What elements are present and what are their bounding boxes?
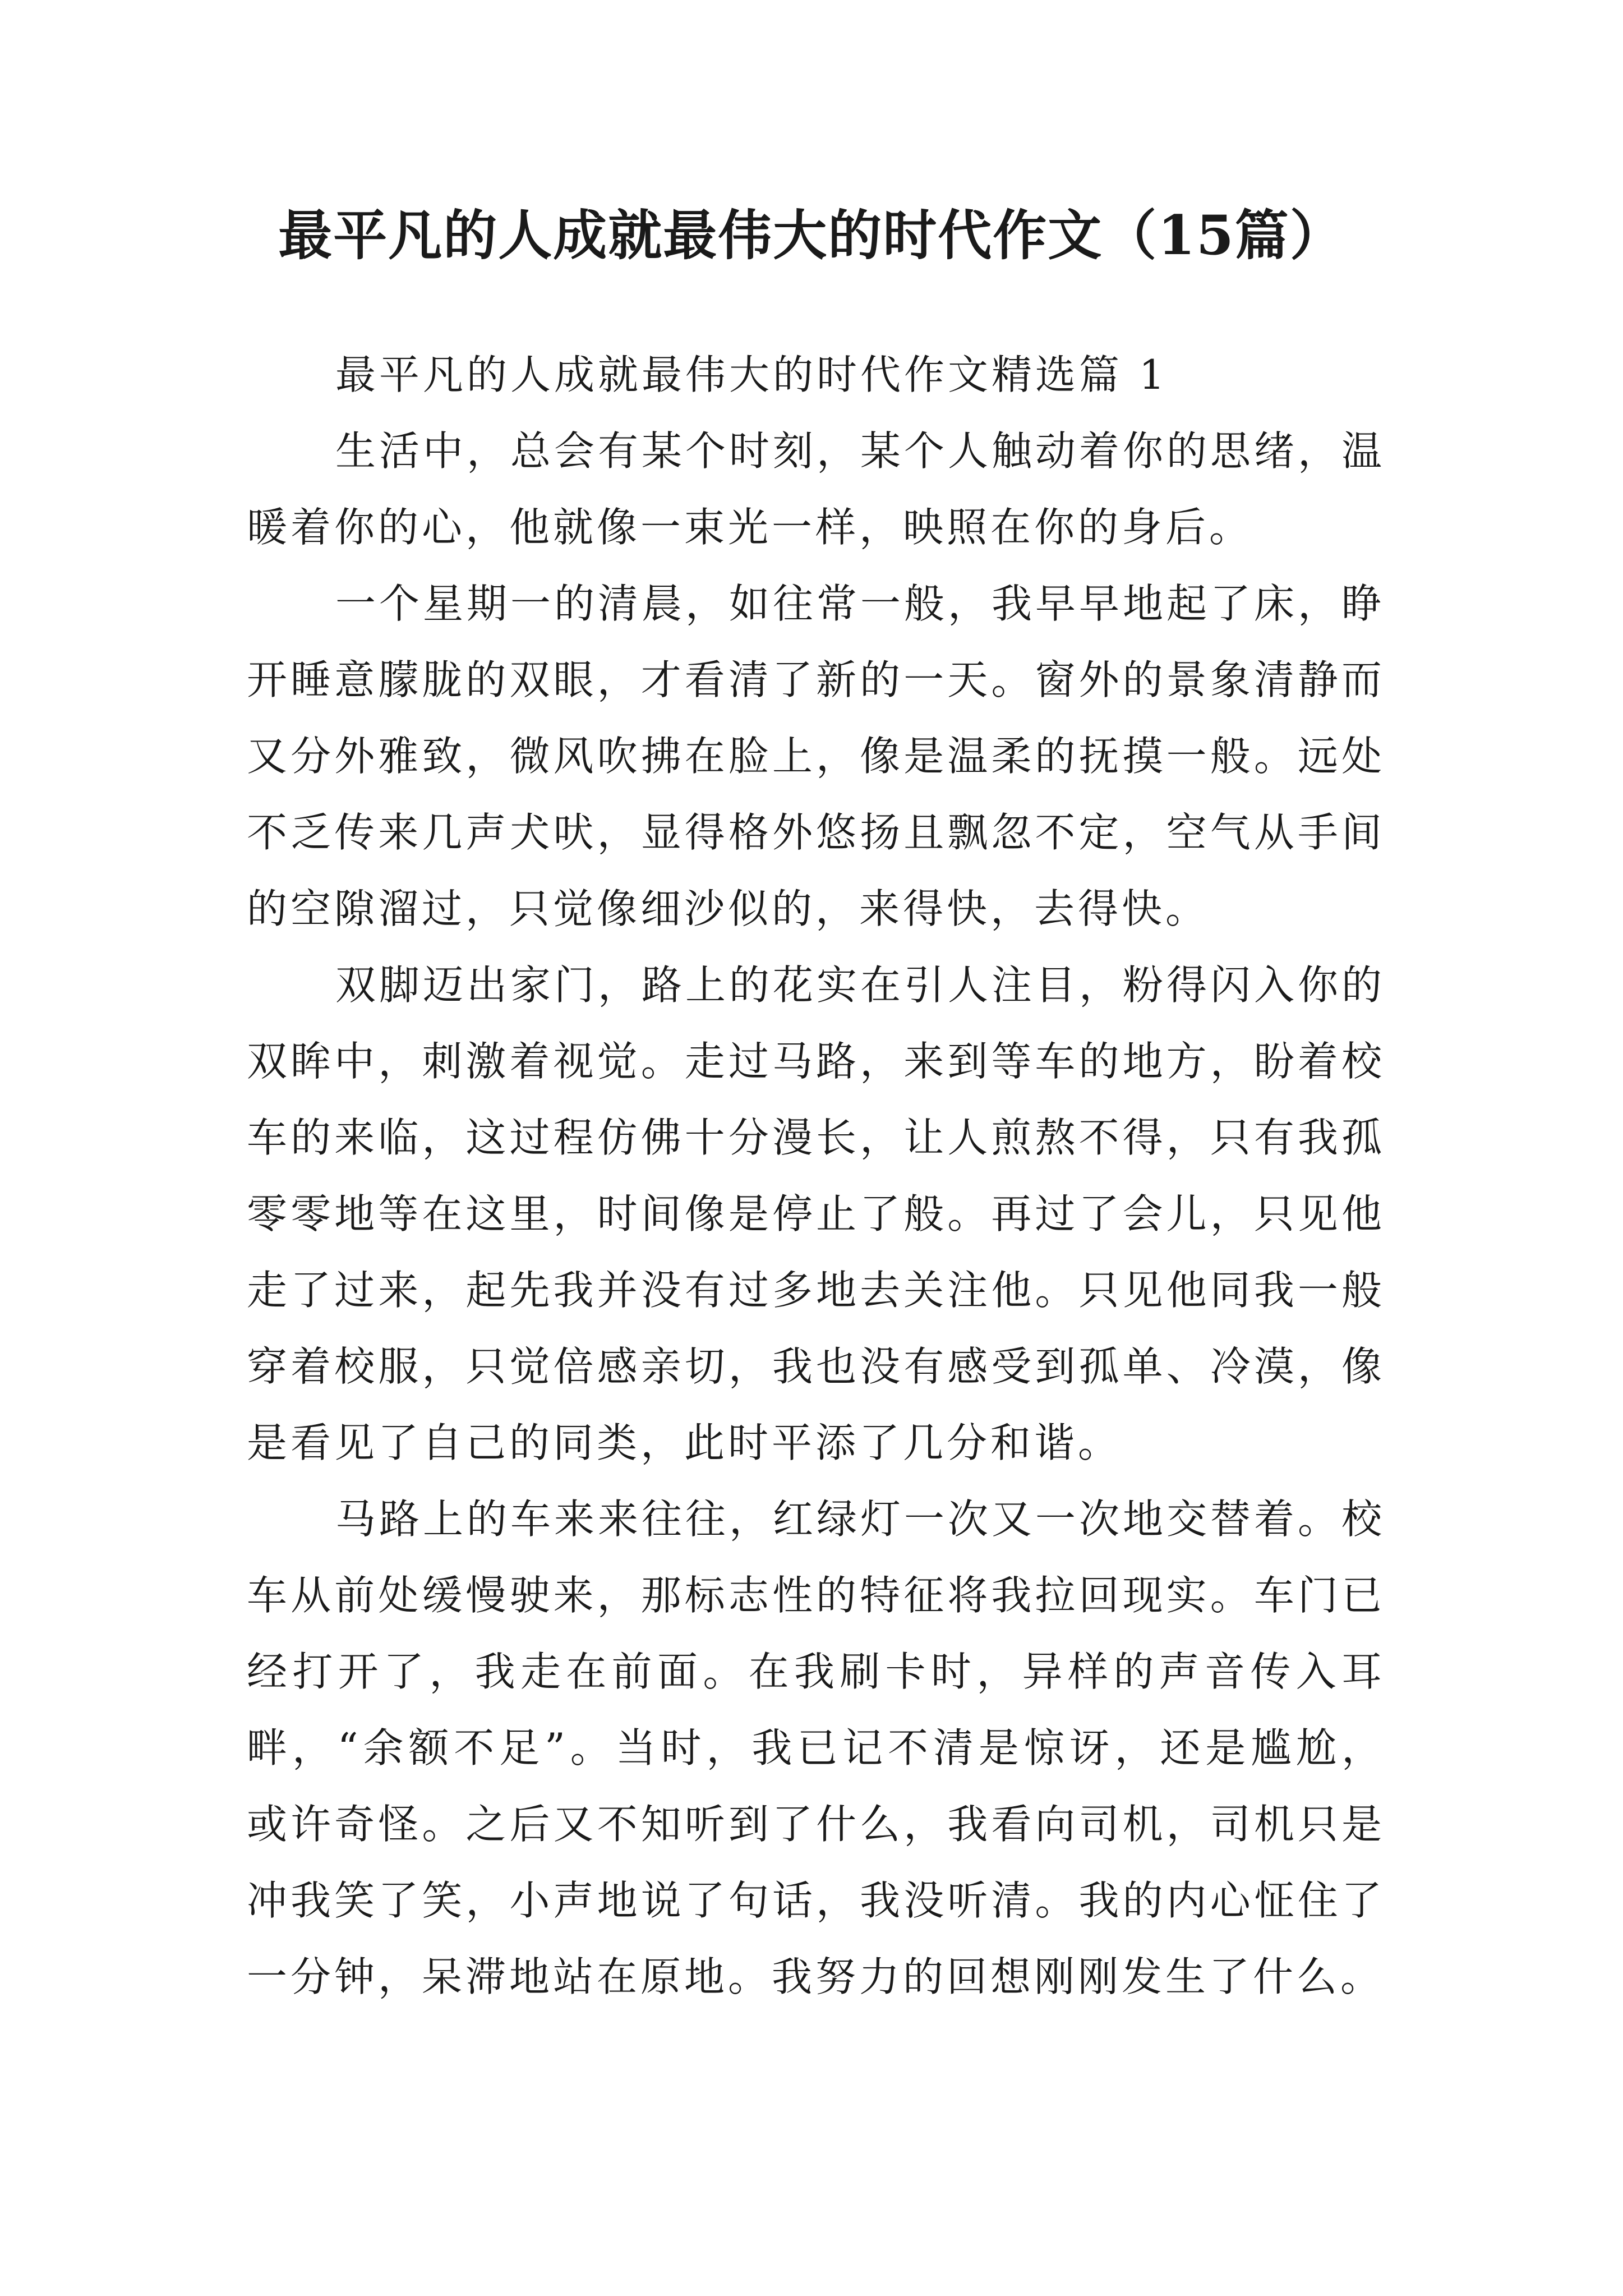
paragraph-2: 一个星期一的清晨，如往常一般，我早早地起了床，睁开睡意朦胧的双眼，才看清了新的一天。窗外的景象清静而又分外雅致，微风吹拂在脸上，像是温柔的抚摸一般。远处不乏传来几声犬吠，显得格外悠扬且飘忽不定，空气从手间的空隙溜过，只觉像细沙似的，来得快，去得快。 <box>247 580 1386 932</box>
document-title: 最平凡的人成就最伟大的时代作文（15篇） <box>278 204 1345 267</box>
document-body <box>247 337 1385 2015</box>
section-heading: 最平凡的人成就最伟大的时代作文精选篇 1 <box>335 351 1168 398</box>
paragraph-4: 马路上的车来来往往，红绿灯一次又一次地交替着。校车从前处缓慢驶来，那标志性的特征将我拉回现实。车门已经打开了，我走在前面。在我刷卡时，异样的声音传入耳畔，“余额不足”。当时，我已记不清是惊讶，还是尴尬，或许奇怪。之后又不知听到了什么，我看向司机，司机只是冲我笑了笑，小声地说了句话，我没听清。我的内心怔住了一分钟，呆滞地站在原地。我努力的回想刚刚发生了什么。 <box>247 1496 1386 2000</box>
paragraph-3: 双脚迈出家门，路上的花实在引人注目，粉得闪入你的双眸中，刺激着视觉。走过马路，来到等车的地方，盼着校车的来临，这过程仿佛十分漫长，让人煎熬不得，只有我孤零零地等在这里，时间像是停止了般。再过了会儿，只见他走了过来，起先我并没有过多地去关注他。只见他同我一般穿着校服，只觉倍感亲切，我也没有感受到孤单、冷漠，像是看见了自己的同类，此时平添了几分和谐。 <box>247 961 1386 1466</box>
paragraph-1: 生活中，总会有某个时刻，某个人触动着你的思绪，温暖着你的心，他就像一束光一样，映照在你的身后。 <box>247 427 1386 551</box>
